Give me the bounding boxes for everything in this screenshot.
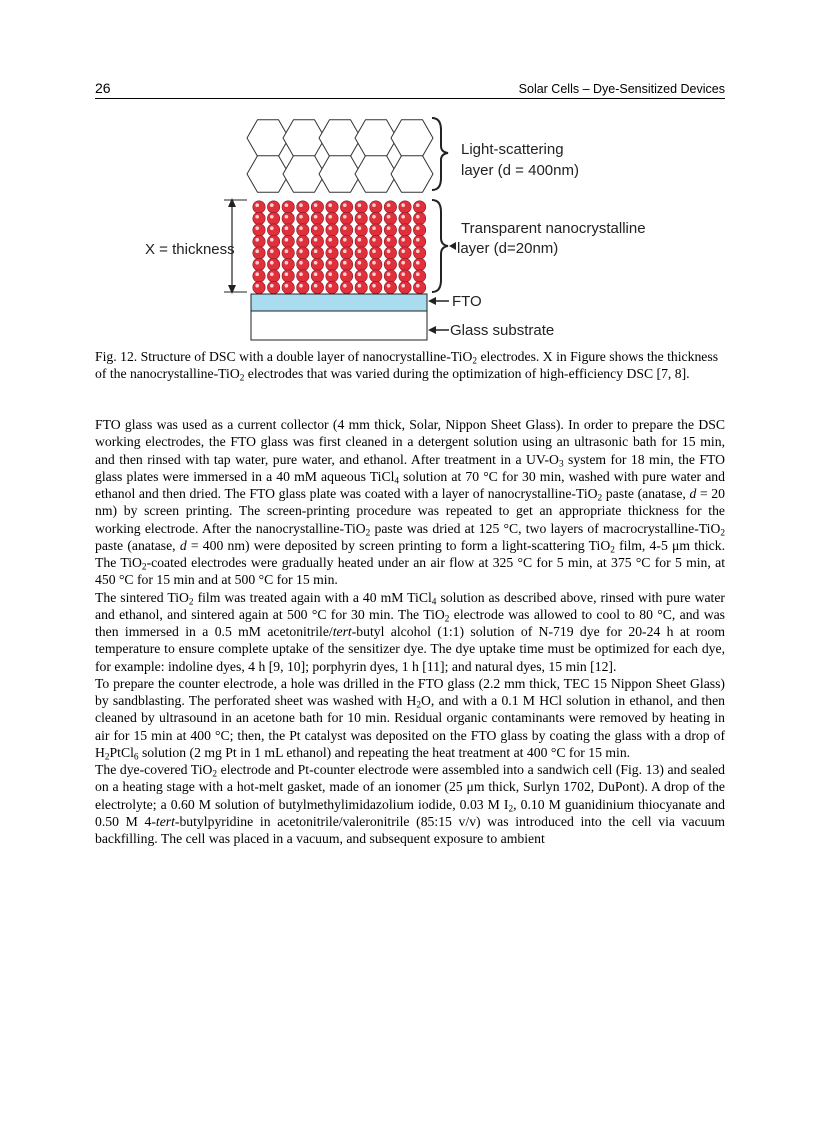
nanoparticle-highlight xyxy=(416,215,420,219)
nanoparticle-highlight xyxy=(387,284,391,288)
nanoparticle-highlight xyxy=(270,203,274,207)
tio2-nanoparticle xyxy=(311,247,323,259)
tio2-nanoparticle xyxy=(340,247,352,259)
nanocrystalline-brace xyxy=(432,200,448,292)
nanoparticle-highlight xyxy=(314,215,318,219)
nanoparticle-highlight xyxy=(270,226,274,230)
tio2-nanoparticle xyxy=(311,235,323,247)
nanoparticle-highlight xyxy=(255,284,259,288)
nanoparticle-highlight xyxy=(343,203,347,207)
tio2-nanoparticle xyxy=(326,212,338,224)
tio2-nanoparticle xyxy=(355,201,367,213)
tio2-nanoparticle xyxy=(413,235,425,247)
nanoparticle-highlight xyxy=(314,238,318,242)
tio2-nanoparticle xyxy=(413,212,425,224)
tio2-nanoparticle xyxy=(355,281,367,293)
tio2-nanoparticle xyxy=(326,281,338,293)
tio2-nanoparticle xyxy=(267,258,279,270)
tio2-nanoparticle xyxy=(370,281,382,293)
tio2-nanoparticle xyxy=(413,224,425,236)
nanoparticle-highlight xyxy=(328,272,332,276)
tio2-nanoparticle xyxy=(267,224,279,236)
nanoparticle-highlight xyxy=(270,284,274,288)
nanoparticle-highlight xyxy=(416,203,420,207)
nanoparticle-highlight xyxy=(387,238,391,242)
nanoparticle-highlight xyxy=(358,226,362,230)
nanoparticle-highlight xyxy=(299,226,303,230)
tio2-nanoparticle xyxy=(311,201,323,213)
fto-layer xyxy=(251,294,427,311)
nanoparticle-highlight xyxy=(285,215,289,219)
tio2-nanoparticle xyxy=(297,201,309,213)
nanoparticle-highlight xyxy=(314,261,318,265)
nanoparticle-highlight xyxy=(343,261,347,265)
nanoparticle-highlight xyxy=(343,215,347,219)
tio2-nanoparticle xyxy=(340,270,352,282)
nanoparticle-highlight xyxy=(343,249,347,253)
running-header xyxy=(95,80,725,99)
tio2-nanoparticle xyxy=(399,212,411,224)
tio2-nanoparticle xyxy=(370,212,382,224)
tio2-nanoparticle xyxy=(340,281,352,293)
nanoparticle-highlight xyxy=(255,203,259,207)
nanoparticle-highlight xyxy=(299,203,303,207)
nanoparticle-highlight xyxy=(285,238,289,242)
tio2-nanoparticle xyxy=(282,281,294,293)
nanoparticle-highlight xyxy=(358,261,362,265)
tio2-nanoparticle xyxy=(267,270,279,282)
scattering-label-2: layer (d = 400nm) xyxy=(461,162,579,179)
scattering-particle xyxy=(391,156,433,192)
tio2-nanoparticle xyxy=(399,270,411,282)
nanoparticle-highlight xyxy=(314,272,318,276)
tio2-nanoparticle xyxy=(413,270,425,282)
nanoparticle-highlight xyxy=(328,261,332,265)
tio2-nanoparticle xyxy=(413,258,425,270)
nanoparticle-highlight xyxy=(372,261,376,265)
nano-label-arrow xyxy=(449,242,456,250)
tio2-nanoparticle xyxy=(311,212,323,224)
nanoparticle-highlight xyxy=(255,272,259,276)
nanoparticle-highlight xyxy=(372,203,376,207)
tio2-nanoparticle xyxy=(384,212,396,224)
nanoparticle-highlight xyxy=(401,261,405,265)
nanoparticle-highlight xyxy=(255,261,259,265)
tio2-nanoparticle xyxy=(399,258,411,270)
tio2-nanoparticle xyxy=(311,224,323,236)
nanoparticle-highlight xyxy=(358,238,362,242)
tio2-nanoparticle xyxy=(370,247,382,259)
nanoparticle-highlight xyxy=(358,215,362,219)
nanoparticle-highlight xyxy=(285,261,289,265)
tio2-nanoparticle xyxy=(384,235,396,247)
tio2-nanoparticle xyxy=(384,258,396,270)
nano-label-1: Transparent nanocrystalline xyxy=(461,220,646,237)
nanoparticle-highlight xyxy=(372,272,376,276)
tio2-nanoparticle xyxy=(297,258,309,270)
nanoparticle-highlight xyxy=(270,249,274,253)
tio2-nanoparticle xyxy=(399,224,411,236)
nanoparticle-highlight xyxy=(299,215,303,219)
nanoparticle-highlight xyxy=(255,226,259,230)
tio2-nanoparticle xyxy=(297,270,309,282)
glass-label: Glass substrate xyxy=(450,322,555,339)
tio2-nanoparticle xyxy=(297,281,309,293)
nanoparticle-highlight xyxy=(343,226,347,230)
tio2-nanoparticle xyxy=(413,247,425,259)
nanoparticle-highlight xyxy=(343,284,347,288)
nanoparticle-highlight xyxy=(343,238,347,242)
tio2-nanoparticle xyxy=(267,201,279,213)
nanoparticle-highlight xyxy=(416,272,420,276)
paragraph: FTO glass was used as a current collector (4 mm thick, Solar, Nippon Sheet Glass). In order to prepare the DSC working electrodes, the FTO glass was first cleaned in a detergent solution using an ultrasonic bath for 15 min, and then rinsed with tap water, pure water, and ethanol. After treatment in a $UV-O_3$ system for 18 min, the FTO glass plates were immersed in a 40 mM aqueous TiCl$_4$ solution at 70 °C for 30 min, washed with pure water and ethanol and then dried. The FTO glass plate was coated with a layer of nanocrystalline-TiO$_2$ paste (anatase, d = 20 nm) by screen printing. The screen-printing procedure was repeated to get an appropriate thickness for the working electrode. After the nanocrystalline-TiO$_2$ paste was dried at 125 °C, two layers of macrocrystalline-TiO$_2$ paste (anatase, d = 400 nm) were deposited by screen printing to form a light-scattering TiO$_2$ film, 4-5 μm thick. The TiO$_2$-coated electrodes were gradually heated under an air flow at 325 °C for 5 min, at 375 °C for 5 min, at 450 °C for 15 min and at 500 °C for 15 min. xyxy=(95,417,726,588)
page-number: 26 xyxy=(95,80,111,96)
nanoparticle-highlight xyxy=(285,272,289,276)
nanoparticle-highlight xyxy=(270,272,274,276)
glass-substrate-layer xyxy=(251,311,427,340)
tio2-nanoparticle xyxy=(297,247,309,259)
nanoparticle-highlight xyxy=(358,203,362,207)
nanoparticle-highlight xyxy=(372,284,376,288)
nanoparticle-highlight xyxy=(328,203,332,207)
nanoparticle-highlight xyxy=(285,284,289,288)
nanoparticle-highlight xyxy=(328,226,332,230)
tio2-nanoparticle xyxy=(370,201,382,213)
tio2-nanoparticle xyxy=(282,235,294,247)
nanoparticle-highlight xyxy=(285,249,289,253)
tio2-nanoparticle xyxy=(399,281,411,293)
scattering-label-1: Light-scattering xyxy=(461,141,564,158)
fto-arrow-head xyxy=(428,297,436,305)
tio2-nanoparticle xyxy=(297,212,309,224)
running-title: Solar Cells – Dye-Sensitized Devices xyxy=(518,82,725,96)
tio2-nanoparticle xyxy=(326,270,338,282)
nanoparticle-highlight xyxy=(401,272,405,276)
nanoparticle-highlight xyxy=(255,249,259,253)
tio2-nanoparticle xyxy=(282,258,294,270)
nanoparticle-highlight xyxy=(314,226,318,230)
tio2-nanoparticle xyxy=(253,247,265,259)
nanoparticle-highlight xyxy=(314,249,318,253)
nanoparticle-highlight xyxy=(416,249,420,253)
nanoparticle-highlight xyxy=(401,249,405,253)
tio2-nanoparticle xyxy=(355,258,367,270)
nanoparticle-highlight xyxy=(372,249,376,253)
tio2-nanoparticle xyxy=(326,201,338,213)
paragraph: The sintered TiO$_2$ film was treated again with a 40 mM TiCl$_4$ solution as described above, rinsed with pure water and ethanol, and sintered again at 500 °C for 30 min. The TiO$_2$ electrode was allowed to cool to 80 °C, and was then immersed in a 0.5 mM acetonitrile/tert-butyl alcohol (1:1) solution of N-719 dye for 20-24 h at room temperature to ensure complete uptake of the sensitizer dye. The dye uptake time must be optimized for each dye, for example: indoline dyes, 4 h [9, 10]; porphyrin dyes, 1 h [11]; and natural dyes, 15 min [12]. xyxy=(95,589,725,674)
tio2-nanoparticle xyxy=(311,258,323,270)
nanoparticle-highlight xyxy=(416,226,420,230)
fto-label: FTO xyxy=(452,293,482,310)
tio2-nanoparticle xyxy=(326,235,338,247)
nanoparticle-highlight xyxy=(299,284,303,288)
tio2-nanoparticle xyxy=(355,235,367,247)
nano-label-2: layer (d=20nm) xyxy=(457,240,559,257)
tio2-nanoparticle xyxy=(355,212,367,224)
paragraph: To prepare the counter electrode, a hole was drilled in the FTO glass (2.2 mm thick, TEC 15 Nippon Sheet Glass) by sandblasting. The perforated sheet was washed with $H_2O$, and with a 0.1 M HCl solution in ethanol, and then cleaned by ultrasound in an acetone bath for 10 min. Residual organic contaminants were removed by heating in air for 15 min at 400 °C; then, the Pt catalyst was deposited on the FTO glass by coating the glass with a drop of $H_2PtCl_6$ solution (2 mg Pt in 1 mL ethanol) and repeating the heat treatment at 400 °C for 15 min. xyxy=(95,675,725,763)
nanoparticle-highlight xyxy=(401,284,405,288)
nanoparticle-highlight xyxy=(299,272,303,276)
tio2-nanoparticle xyxy=(282,201,294,213)
tio2-nanoparticle xyxy=(384,224,396,236)
nanoparticle-highlight xyxy=(270,238,274,242)
nanoparticle-highlight xyxy=(387,203,391,207)
nanoparticle-highlight xyxy=(372,226,376,230)
tio2-nanoparticle xyxy=(340,235,352,247)
nanoparticle-highlight xyxy=(328,215,332,219)
nanoparticle-highlight xyxy=(358,284,362,288)
light-scattering-layer xyxy=(247,120,433,192)
tio2-nanoparticle xyxy=(413,201,425,213)
nanoparticle-highlight xyxy=(387,249,391,253)
thickness-arrow-bottom xyxy=(228,285,236,294)
tio2-nanoparticle xyxy=(326,247,338,259)
nanoparticle-highlight xyxy=(401,215,405,219)
tio2-nanoparticle xyxy=(384,201,396,213)
tio2-nanoparticle xyxy=(355,247,367,259)
thickness-arrow-top xyxy=(228,198,236,207)
nanoparticle-highlight xyxy=(416,284,420,288)
tio2-nanoparticle xyxy=(253,258,265,270)
body-text xyxy=(95,416,725,847)
tio2-nanoparticle xyxy=(311,270,323,282)
nanoparticle-highlight xyxy=(328,238,332,242)
tio2-nanoparticle xyxy=(326,258,338,270)
tio2-nanoparticle xyxy=(267,212,279,224)
tio2-nanoparticle xyxy=(282,212,294,224)
tio2-nanoparticle xyxy=(297,235,309,247)
nanoparticle-highlight xyxy=(401,238,405,242)
nanocrystalline-layer xyxy=(253,201,426,294)
tio2-nanoparticle xyxy=(384,247,396,259)
thickness-label: X = thickness xyxy=(145,241,235,258)
nanoparticle-highlight xyxy=(314,203,318,207)
tio2-nanoparticle xyxy=(253,270,265,282)
tio2-nanoparticle xyxy=(384,281,396,293)
nanoparticle-highlight xyxy=(299,249,303,253)
nanoparticle-highlight xyxy=(401,203,405,207)
tio2-nanoparticle xyxy=(340,201,352,213)
scattering-particle xyxy=(391,120,433,156)
nanoparticle-highlight xyxy=(343,272,347,276)
tio2-nanoparticle xyxy=(282,247,294,259)
nanoparticle-highlight xyxy=(387,261,391,265)
tio2-nanoparticle xyxy=(399,235,411,247)
tio2-nanoparticle xyxy=(370,224,382,236)
glass-arrow-head xyxy=(428,326,436,334)
tio2-nanoparticle xyxy=(267,235,279,247)
nanoparticle-highlight xyxy=(299,261,303,265)
nanoparticle-highlight xyxy=(387,215,391,219)
nanoparticle-highlight xyxy=(285,203,289,207)
tio2-nanoparticle xyxy=(399,247,411,259)
tio2-nanoparticle xyxy=(384,270,396,282)
nanoparticle-highlight xyxy=(328,284,332,288)
nanoparticle-highlight xyxy=(270,261,274,265)
nanoparticle-highlight xyxy=(270,215,274,219)
nanoparticle-highlight xyxy=(416,238,420,242)
tio2-nanoparticle xyxy=(370,270,382,282)
tio2-nanoparticle xyxy=(399,201,411,213)
tio2-nanoparticle xyxy=(267,247,279,259)
nanoparticle-highlight xyxy=(328,249,332,253)
tio2-nanoparticle xyxy=(355,270,367,282)
nanoparticle-highlight xyxy=(401,226,405,230)
nanoparticle-highlight xyxy=(372,215,376,219)
tio2-nanoparticle xyxy=(340,212,352,224)
tio2-nanoparticle xyxy=(340,224,352,236)
tio2-nanoparticle xyxy=(282,270,294,282)
tio2-nanoparticle xyxy=(340,258,352,270)
nanoparticle-highlight xyxy=(358,249,362,253)
tio2-nanoparticle xyxy=(413,281,425,293)
tio2-nanoparticle xyxy=(297,224,309,236)
figure-caption: Fig. 12. Structure of DSC with a double layer of nanocrystalline-TiO$_2$ electrodes. X in Figure shows the thickness of the nanocrystalline-TiO$_2$ electrodes that was varied during the optimization of high-efficiency DSC [7, 8]. xyxy=(95,349,719,384)
tio2-nanoparticle xyxy=(253,212,265,224)
tio2-nanoparticle xyxy=(326,224,338,236)
dsc-structure-figure xyxy=(95,112,725,344)
tio2-nanoparticle xyxy=(370,235,382,247)
tio2-nanoparticle xyxy=(253,281,265,293)
tio2-nanoparticle xyxy=(370,258,382,270)
paragraph: The dye-covered TiO$_2$ electrode and Pt-counter electrode were assembled into a sandwich cell (Fig. 13) and sealed on a heating stage with a hot-melt gasket, made of an ionomer (25 μm thick, Surlyn 1702, DuPont). A drop of the electrolyte; a 0.60 M solution of butylmethylimidazolium iodide, 0.03 M $I_2$, 0.10 M guanidinium thiocyanate and 0.50 M 4-tert-butylpyridine in acetonitrile/valeronitrile (85:15 v/v) was introduced into the cell via vacuum backfilling. The cell was placed in a vacuum, and subsequent exposure to ambient xyxy=(95,762,725,846)
tio2-nanoparticle xyxy=(355,224,367,236)
tio2-nanoparticle xyxy=(282,224,294,236)
tio2-nanoparticle xyxy=(311,281,323,293)
nanoparticle-highlight xyxy=(358,272,362,276)
nanoparticle-highlight xyxy=(416,261,420,265)
nanoparticle-highlight xyxy=(255,215,259,219)
tio2-nanoparticle xyxy=(253,224,265,236)
tio2-nanoparticle xyxy=(253,201,265,213)
nanoparticle-highlight xyxy=(387,272,391,276)
tio2-nanoparticle xyxy=(267,281,279,293)
nanoparticle-highlight xyxy=(372,238,376,242)
nanoparticle-highlight xyxy=(387,226,391,230)
scattering-brace xyxy=(432,118,448,190)
tio2-nanoparticle xyxy=(253,235,265,247)
nanoparticle-highlight xyxy=(255,238,259,242)
nanoparticle-highlight xyxy=(285,226,289,230)
nanoparticle-highlight xyxy=(314,284,318,288)
nanoparticle-highlight xyxy=(299,238,303,242)
